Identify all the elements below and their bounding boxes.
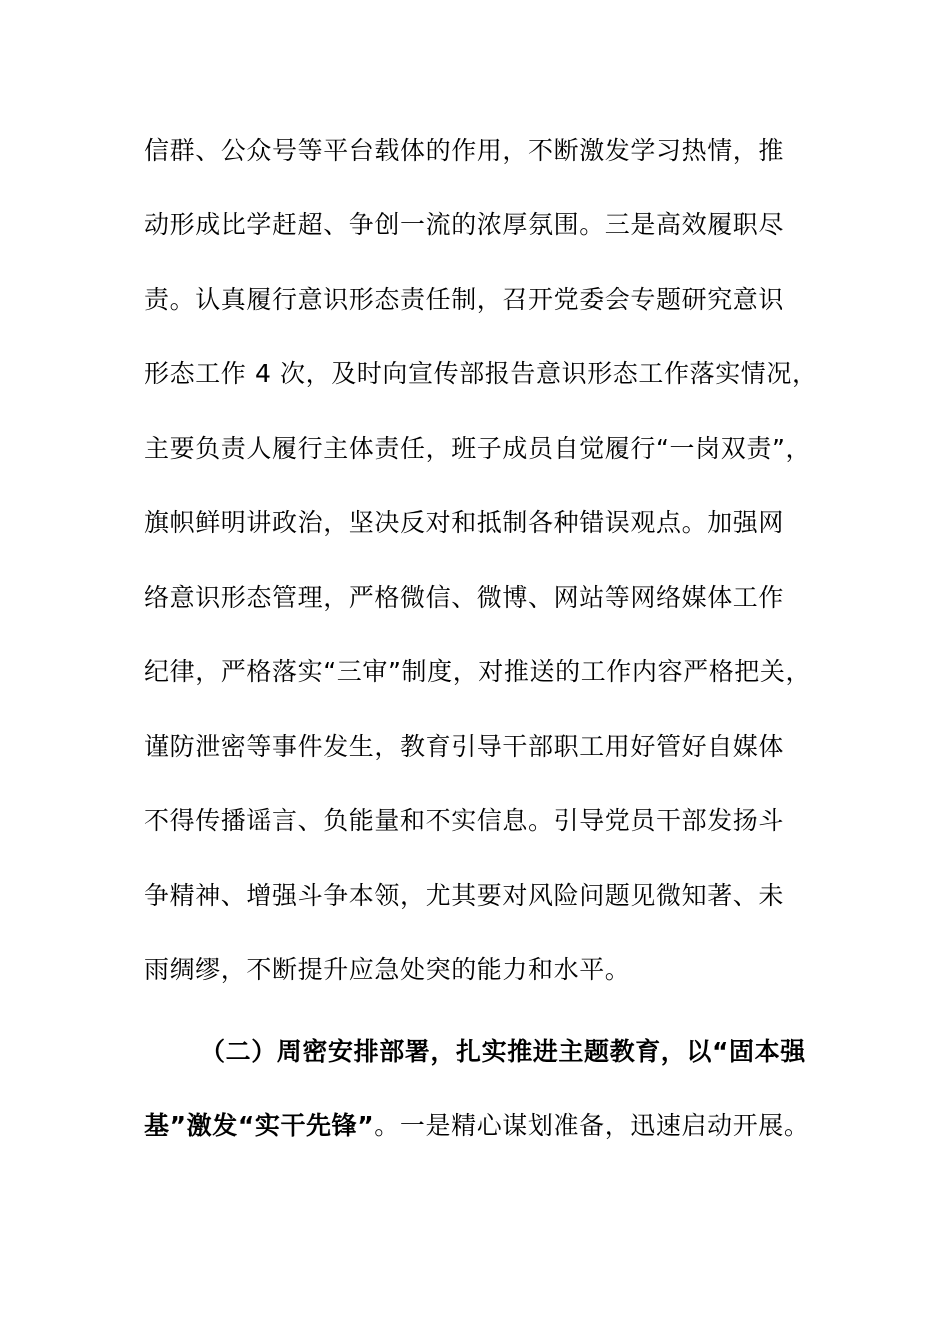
- paragraph-line-8: 纪律，严格落实“三审”制度，对推送的工作内容严格把关，: [144, 657, 812, 686]
- paragraph-line-3: 责。认真履行意识形态责任制，召开党委会专题研究意识: [144, 285, 785, 314]
- section-heading-line-2: [144, 1111, 810, 1141]
- paragraph-line-9: 谨防泄密等事件发生，教育引导干部职工用好管好自媒体: [144, 732, 785, 761]
- paragraph-line-6: 旗帜鲜明讲政治，坚决反对和抵制各种错误观点。加强网: [144, 508, 785, 537]
- paragraph-line-10: 不得传播谣言、负能量和不实信息。引导党员干部发扬斗: [144, 806, 785, 835]
- paragraph-line-4: 形态工作 4 次，及时向宣传部报告意识形态工作落实情况，: [144, 359, 818, 388]
- section-heading-bold-part: 基”激发“实干先锋”: [144, 1111, 375, 1140]
- paragraph-line-5: 主要负责人履行主体责任，班子成员自觉履行“一岗双责”，: [144, 434, 812, 463]
- paragraph-line-12: 雨绸缪，不断提升应急处突的能力和水平。: [144, 955, 631, 984]
- paragraph-line-7: 络意识形态管理，严格微信、微博、网站等网络媒体工作: [144, 583, 785, 612]
- section-heading-rest: 。一是精心谋划准备，迅速启动开展。: [374, 1111, 810, 1140]
- paragraph-line-2: 动形成比学赶超、争创一流的浓厚氛围。三是高效履职尽: [144, 210, 785, 239]
- section-heading-line-1: （二）周密安排部署，扎实推进主题教育，以“固本强: [200, 1037, 806, 1066]
- paragraph-line-1: 信群、公众号等平台载体的作用，不断激发学习热情，推: [144, 136, 785, 165]
- paragraph-line-11: 争精神、增强斗争本领，尤其要对风险问题见微知著、未: [144, 881, 785, 910]
